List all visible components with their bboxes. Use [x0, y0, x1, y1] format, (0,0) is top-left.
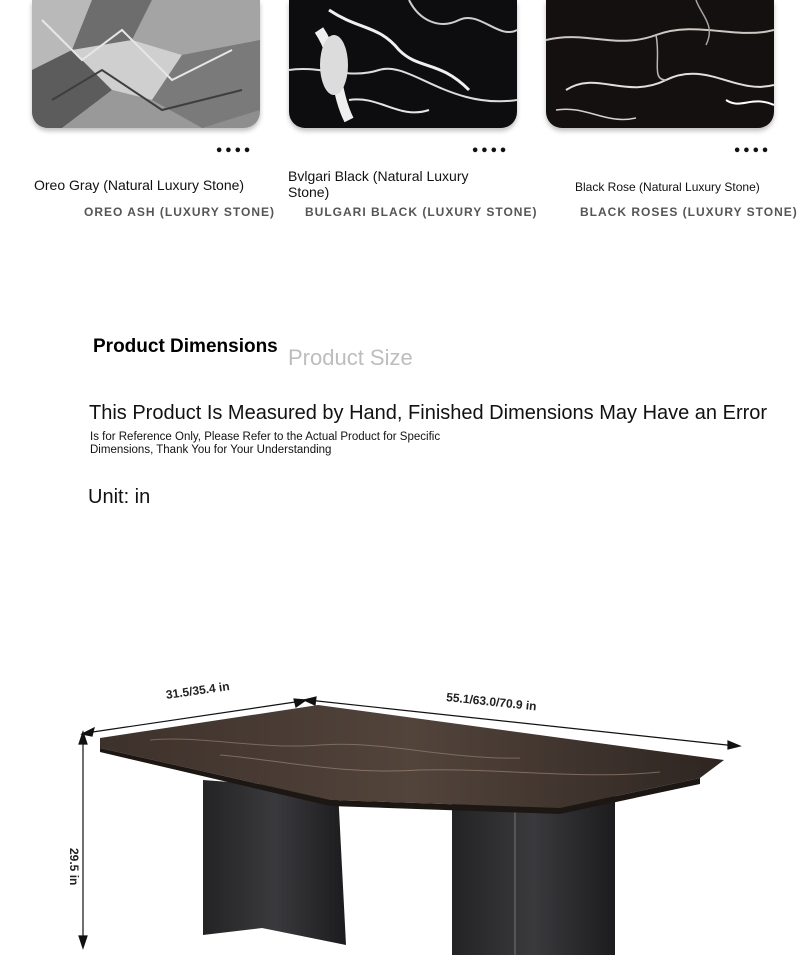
swatch-label-bvlgari-black: Bvlgari Black (Natural Luxury Stone) — [288, 168, 469, 200]
swatch-label-en-oreo-ash: OREO ASH (LUXURY STONE) — [84, 205, 276, 219]
section-ghost-title: Product Size — [288, 345, 413, 370]
bvlgari-black-texture — [289, 0, 517, 128]
more-dots-2[interactable]: •••• — [471, 144, 509, 159]
swatch-label-oreo-gray: Oreo Gray (Natural Luxury Stone) — [34, 177, 245, 193]
section-title: Product Dimensions — [93, 336, 278, 357]
marble-tabletop — [100, 705, 724, 814]
length-dimension-label: 55.1/63.0/70.9 in — [445, 690, 538, 714]
table-leg-left — [203, 780, 346, 945]
swatch-label-en-bulgari-black: BULGARI BLACK (LUXURY STONE) — [305, 205, 538, 219]
swatch-bvlgari-black[interactable] — [289, 0, 517, 128]
height-dimension-label: 29.5 in — [67, 848, 81, 886]
unit-label: Unit: in — [88, 486, 151, 508]
table-dimension-diagram — [0, 660, 800, 955]
black-rose-texture — [546, 0, 774, 128]
more-dots-1[interactable]: •••• — [215, 144, 253, 159]
width-dimension-label: 31.5/35.4 in — [165, 679, 231, 702]
oreo-gray-texture — [32, 0, 260, 128]
reference-note: Is for Reference Only, Please Refer to the Actual Product for Specific Dimensions, Thank You for Your Understanding — [90, 431, 441, 456]
height-arrow — [79, 732, 87, 948]
swatch-oreo-gray[interactable] — [32, 0, 260, 128]
swatch-label-en-black-roses: BLACK ROSES (LUXURY STONE) — [580, 205, 798, 219]
measurement-notice: This Product Is Measured by Hand, Finished Dimensions May Have an Error — [89, 402, 768, 424]
more-dots-3[interactable]: •••• — [733, 144, 771, 159]
swatch-label-black-rose: Black Rose (Natural Luxury Stone) — [575, 180, 760, 194]
swatch-black-rose[interactable] — [546, 0, 774, 128]
